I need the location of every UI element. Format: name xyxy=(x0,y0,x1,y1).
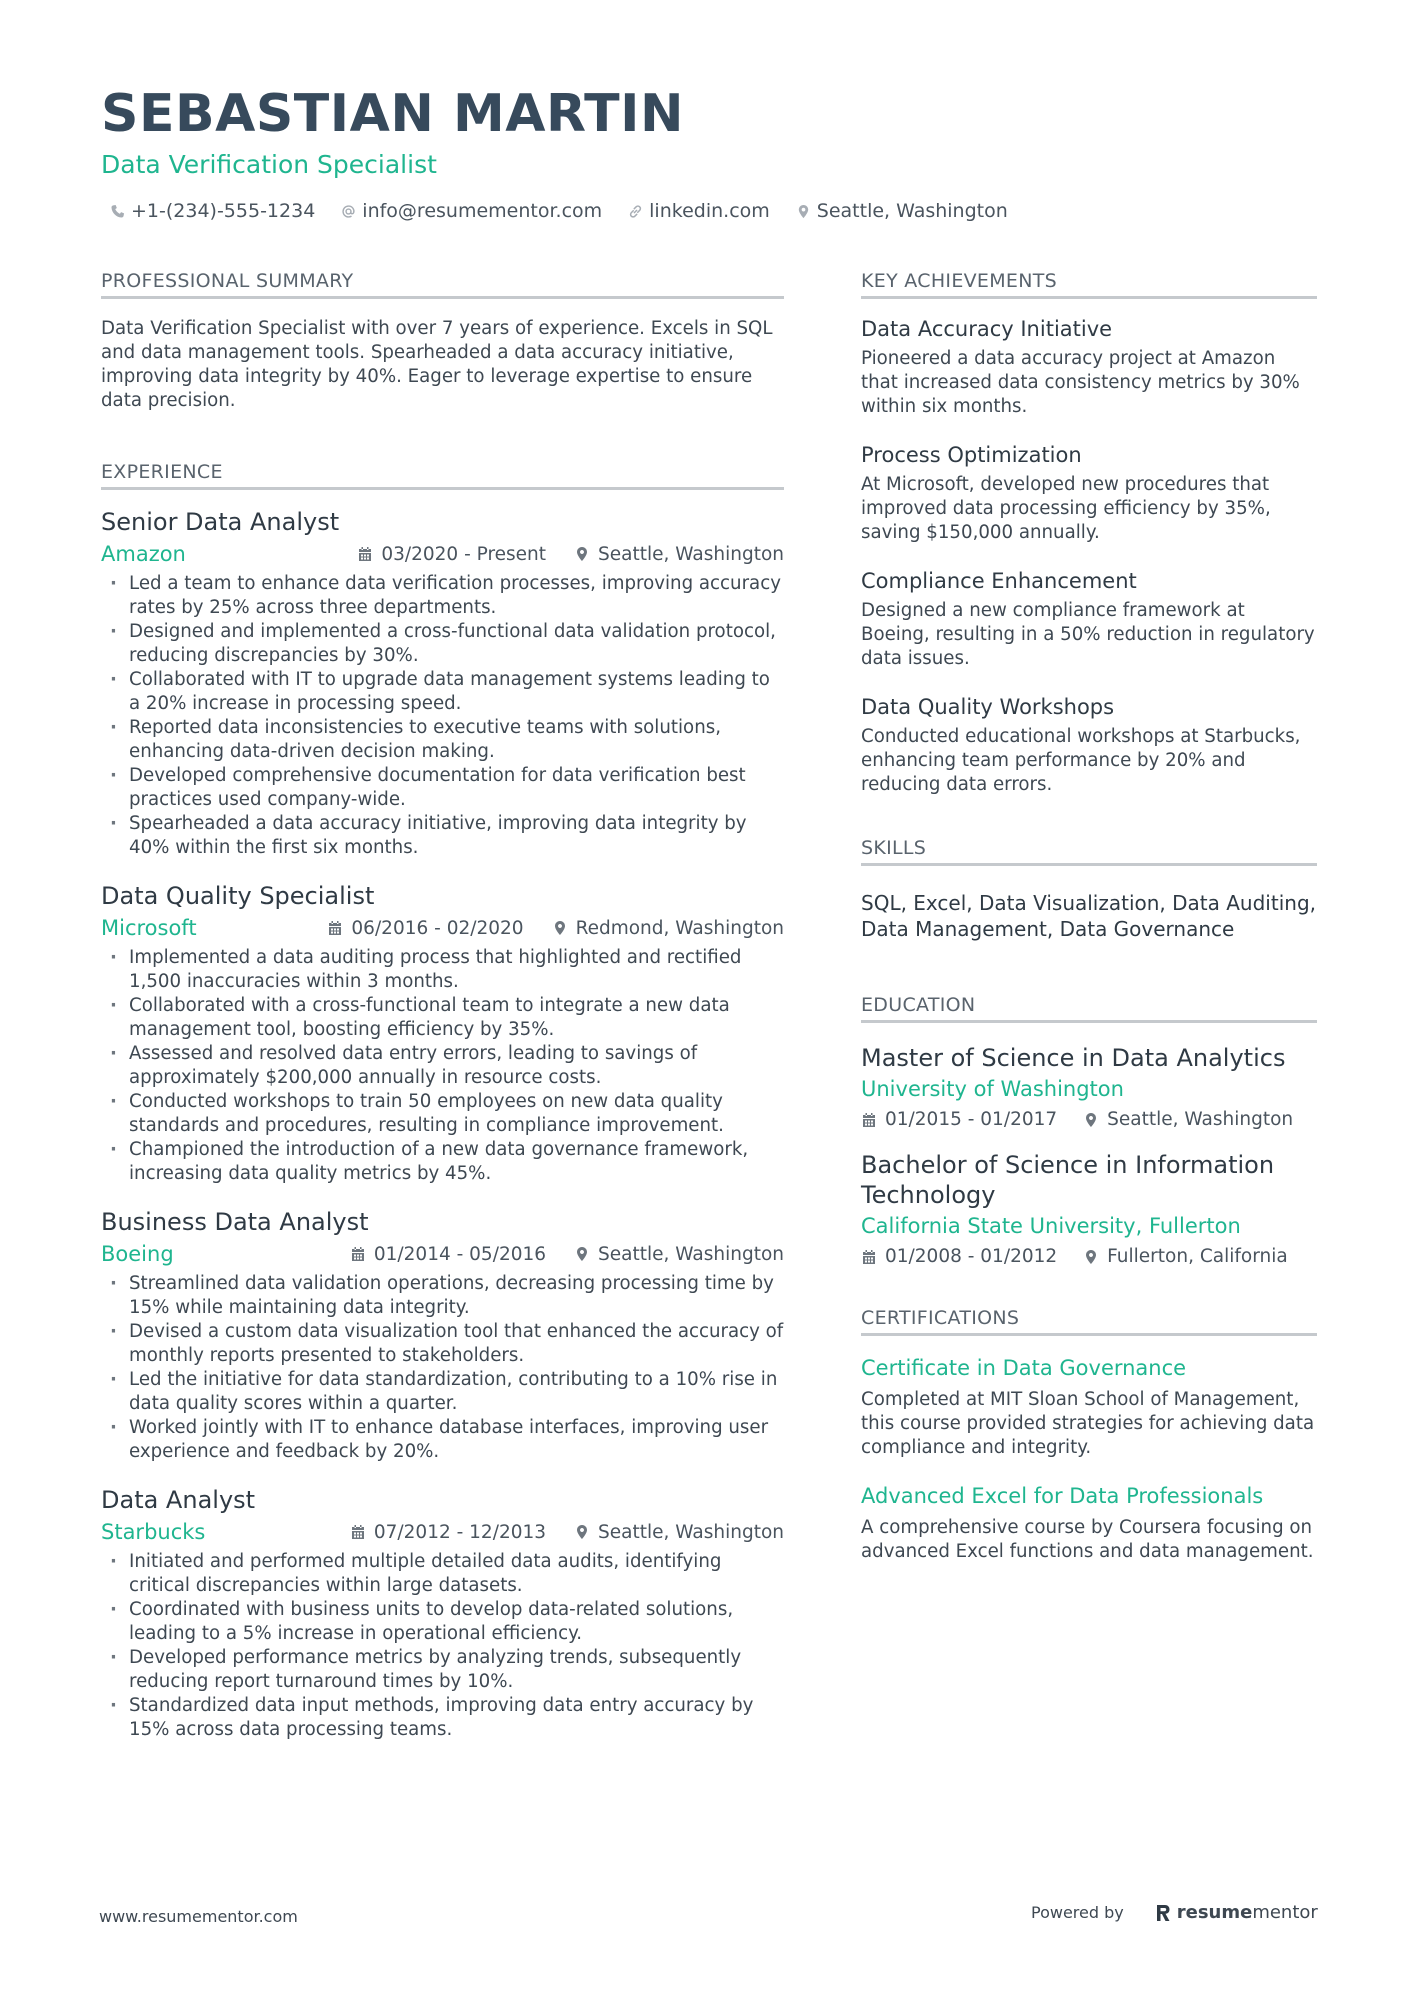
job-bullet: · Implemented a data auditing process that highlighted and rectified 1,500 inaccuracies within 3 months. xyxy=(101,946,784,994)
job-location xyxy=(574,544,784,565)
education-meta xyxy=(861,1109,1317,1130)
calendar-icon xyxy=(357,546,373,562)
location-icon xyxy=(796,204,811,219)
achievement-title: Data Accuracy Initiative xyxy=(861,317,1113,341)
job-dates xyxy=(327,918,523,939)
job-bullet: · Assessed and resolved data entry errors, leading to savings of approximately $200,000 annually in resource costs. xyxy=(101,1042,784,1090)
education-heading: EDUCATION xyxy=(861,994,1317,1023)
achievement-item xyxy=(861,317,1317,419)
job-bullet: · Coordinated with business units to develop data-related solutions, leading to a 5% increase in operational efficiency. xyxy=(101,1598,784,1646)
achievement-text: Designed a new compliance framework at Boeing, resulting in a 50% reduction in regulatory data issues. xyxy=(861,600,1315,669)
summary-text: Data Verification Specialist with over 7 years of experience. Excels in SQL and data management tools. Spearheaded a data accuracy initiative, improving data integrity by 40%. Eager to leverage expertise to ensure data precision. xyxy=(101,318,773,411)
achievement-item xyxy=(861,443,1317,545)
location-icon xyxy=(574,1246,590,1262)
certification-item xyxy=(861,1356,1317,1460)
education-school: California State University, Fullerton xyxy=(861,1214,1241,1238)
job-bullet: · Developed comprehensive documentation for data verification best practices used company-wide. xyxy=(101,764,784,812)
job-location-text: Seattle, Washington xyxy=(598,543,784,565)
job-dates xyxy=(357,544,546,565)
job-dates-text: 03/2020 - Present xyxy=(381,543,547,565)
contact-location-text: Seattle, Washington xyxy=(816,200,1008,222)
certification-title: Advanced Excel for Data Professionals xyxy=(861,1484,1264,1508)
education-section xyxy=(861,994,1317,1267)
education-school: University of Washington xyxy=(861,1077,1124,1101)
contact-linkedin[interactable] xyxy=(628,200,770,222)
left-column xyxy=(101,270,784,1764)
education-dates-text: 01/2015 - 01/2017 xyxy=(885,1109,1058,1130)
powered-by-label: Powered by xyxy=(1031,1903,1124,1922)
job-entry xyxy=(101,508,784,860)
job-title: Data Analyst xyxy=(101,1486,256,1514)
job-location xyxy=(574,1522,784,1543)
location-icon xyxy=(1083,1249,1099,1265)
skills-heading: SKILLS xyxy=(861,837,1317,866)
job-bullets xyxy=(101,1550,784,1742)
job-entry xyxy=(101,1486,784,1742)
achievement-item xyxy=(861,569,1317,671)
summary-heading: PROFESSIONAL SUMMARY xyxy=(101,270,784,299)
calendar-icon xyxy=(861,1112,877,1128)
achievement-title: Compliance Enhancement xyxy=(861,569,1137,593)
certification-title: Certificate in Data Governance xyxy=(861,1356,1187,1380)
job-bullet: · Championed the introduction of a new data governance framework, increasing data quality metrics by 45%. xyxy=(101,1138,784,1186)
job-bullets xyxy=(101,572,784,860)
education-location xyxy=(1083,1246,1288,1267)
location-icon xyxy=(552,920,568,936)
job-bullet: · Initiated and performed multiple detailed data audits, identifying critical discrepancies within large datasets. xyxy=(101,1550,784,1598)
job-title: Business Data Analyst xyxy=(101,1208,369,1236)
certifications-section xyxy=(861,1307,1317,1564)
certification-text: A comprehensive course by Coursera focusing on advanced Excel functions and data management. xyxy=(861,1517,1314,1562)
contact-bar xyxy=(110,200,1034,222)
certifications-heading: CERTIFICATIONS xyxy=(861,1307,1317,1336)
experience-heading: EXPERIENCE xyxy=(101,461,784,490)
job-bullet: · Streamlined data validation operations, decreasing processing time by 15% while maintaining data integrity. xyxy=(101,1272,784,1320)
job-bullet: · Designed and implemented a cross-functional data validation protocol, reducing discrepancies by 30%. xyxy=(101,620,784,668)
job-dates xyxy=(350,1522,546,1543)
candidate-title: Data Verification Specialist xyxy=(101,150,437,179)
job-bullet: · Collaborated with IT to upgrade data management systems leading to a 20% increase in processing speed. xyxy=(101,668,784,716)
contact-phone-text: +1-(234)-555-1234 xyxy=(131,200,316,222)
brand-name-bold: resume xyxy=(1176,1902,1253,1923)
link-icon xyxy=(628,204,643,219)
skills-section xyxy=(861,837,1317,942)
education-dates xyxy=(861,1246,1057,1267)
resumementor-logo-icon xyxy=(1154,1903,1172,1923)
job-bullet: · Conducted workshops to train 50 employees on new data quality standards and procedures, resulting in compliance improvement. xyxy=(101,1090,784,1138)
location-icon xyxy=(574,546,590,562)
job-bullet: · Devised a custom data visualization tool that enhanced the accuracy of monthly reports presented to stakeholders. xyxy=(101,1320,784,1368)
achievement-item xyxy=(861,695,1317,797)
job-bullets xyxy=(101,946,784,1186)
job-bullet: · Reported data inconsistencies to executive teams with solutions, enhancing data-driven decision making. xyxy=(101,716,784,764)
education-dates xyxy=(861,1109,1057,1130)
job-dates-text: 01/2014 - 05/2016 xyxy=(373,1243,547,1265)
job-bullet: · Worked jointly with IT to enhance database interfaces, improving user experience and feedback by 20%. xyxy=(101,1416,784,1464)
job-bullet: · Led the initiative for data standardization, contributing to a 10% rise in data quality scores within a quarter. xyxy=(101,1368,784,1416)
brand-logo[interactable] xyxy=(1154,1902,1318,1923)
contact-location xyxy=(796,200,1008,222)
job-location-text: Seattle, Washington xyxy=(598,1243,784,1265)
job-bullet: · Led a team to enhance data verification processes, improving accuracy rates by 25% across three departments. xyxy=(101,572,784,620)
footer-website[interactable]: www.resumementor.com xyxy=(99,1907,298,1926)
phone-icon xyxy=(110,204,125,219)
job-location xyxy=(574,1244,784,1265)
at-icon xyxy=(341,204,356,219)
job-meta xyxy=(101,1520,784,1544)
job-company: Starbucks xyxy=(101,1520,206,1544)
job-bullet: · Collaborated with a cross-functional team to integrate a new data management tool, boosting efficiency by 35%. xyxy=(101,994,784,1042)
location-icon xyxy=(574,1524,590,1540)
contact-phone[interactable] xyxy=(110,200,315,222)
brand-name-light: mentor xyxy=(1252,1902,1318,1923)
job-bullet: · Spearheaded a data accuracy initiative, improving data integrity by 40% within the first six months. xyxy=(101,812,784,860)
calendar-icon xyxy=(350,1524,366,1540)
job-company: Boeing xyxy=(101,1242,174,1266)
education-location xyxy=(1083,1109,1293,1130)
skills-text: SQL, Excel, Data Visualization, Data Auditing, Data Management, Data Governance xyxy=(861,891,1316,941)
education-item xyxy=(861,1043,1317,1130)
job-bullet: · Standardized data input methods, improving data entry accuracy by 15% across data processing teams. xyxy=(101,1694,784,1742)
job-dates-text: 07/2012 - 12/2013 xyxy=(373,1521,547,1543)
job-meta xyxy=(101,916,784,940)
job-entry xyxy=(101,882,784,1186)
achievement-text: At Microsoft, developed new procedures that improved data processing efficiency by 35%, saving $150,000 annually. xyxy=(861,474,1271,543)
calendar-icon xyxy=(861,1249,877,1265)
calendar-icon xyxy=(327,920,343,936)
job-company: Microsoft xyxy=(101,916,197,940)
job-dates-text: 06/2016 - 02/2020 xyxy=(351,917,524,939)
calendar-icon xyxy=(350,1246,366,1262)
right-column xyxy=(861,270,1317,1588)
achievement-title: Process Optimization xyxy=(861,443,1082,467)
education-location-text: Fullerton, California xyxy=(1107,1246,1288,1267)
achievements-heading: KEY ACHIEVEMENTS xyxy=(861,270,1317,299)
contact-email-text: info@resumementor.com xyxy=(362,200,603,222)
education-location-text: Seattle, Washington xyxy=(1107,1109,1294,1130)
location-icon xyxy=(1083,1112,1099,1128)
job-entry xyxy=(101,1208,784,1464)
job-dates xyxy=(350,1244,546,1265)
achievement-text: Conducted educational workshops at Starbucks, enhancing team performance by 20% and reducing data errors. xyxy=(861,726,1301,795)
job-meta xyxy=(101,1242,784,1266)
job-location xyxy=(552,918,784,939)
job-company: Amazon xyxy=(101,542,186,566)
job-location-text: Redmond, Washington xyxy=(575,917,784,939)
education-degree: Master of Science in Data Analytics xyxy=(861,1044,1286,1072)
achievements-section xyxy=(861,270,1317,797)
achievement-title: Data Quality Workshops xyxy=(861,695,1115,719)
job-title: Senior Data Analyst xyxy=(101,508,340,536)
education-degree: Bachelor of Science in Information Technology xyxy=(861,1151,1275,1209)
education-meta xyxy=(861,1246,1317,1267)
candidate-name: SEBASTIAN MARTIN xyxy=(101,84,685,144)
job-meta xyxy=(101,542,784,566)
certification-text: Completed at MIT Sloan School of Management, this course provided strategies for achieving data compliance and integrity. xyxy=(861,1389,1315,1458)
summary-section xyxy=(101,270,784,413)
education-item xyxy=(861,1150,1317,1267)
job-bullet: · Developed performance metrics by analyzing trends, subsequently reducing report turnaround times by 10%. xyxy=(101,1646,784,1694)
contact-email[interactable] xyxy=(341,200,602,222)
education-dates-text: 01/2008 - 01/2012 xyxy=(885,1246,1058,1267)
job-title: Data Quality Specialist xyxy=(101,882,375,910)
certification-item xyxy=(861,1484,1317,1564)
experience-section xyxy=(101,461,784,1742)
contact-linkedin-text: linkedin.com xyxy=(649,200,770,222)
footer-powered xyxy=(1031,1902,1318,1923)
job-bullets xyxy=(101,1272,784,1464)
job-location-text: Seattle, Washington xyxy=(598,1521,784,1543)
achievement-text: Pioneered a data accuracy project at Amazon that increased data consistency metrics by 30% within six months. xyxy=(861,348,1300,417)
